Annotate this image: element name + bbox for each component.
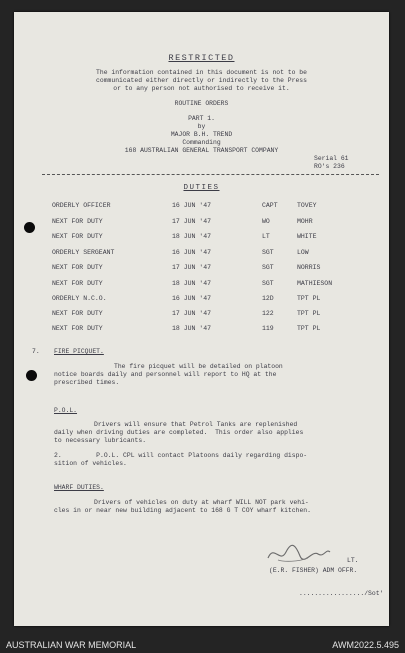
duty-date: 18 JUN '47 (172, 280, 212, 287)
duty-rank: SGT (262, 280, 274, 287)
duty-rank: WO (262, 218, 270, 225)
duty-name: MATHIESON (297, 280, 333, 287)
duty-role: ORDERLY SERGEANT (52, 249, 115, 256)
caveat-line-2: communicated either directly or indirectly to the Press (96, 77, 307, 84)
duty-date: 17 JUN '47 (172, 264, 212, 271)
caveat-line-1: The information contained in this document is not to be (96, 69, 307, 76)
punch-hole-top (24, 222, 35, 233)
duties-heading: DUTIES (183, 184, 220, 192)
duty-role: NEXT FOR DUTY (52, 325, 103, 332)
duty-date: 18 JUN '47 (172, 325, 212, 332)
duty-rank: SGT (262, 264, 274, 271)
duty-role: NEXT FOR DUTY (52, 264, 103, 271)
unit-name: 168 AUSTRALIAN GENERAL TRANSPORT COMPANY (124, 147, 279, 154)
pol-item-2: 2. P.O.L. CPL will contact Platoons daily regarding dispo- sition of vehicles. (54, 452, 308, 467)
duty-date: 17 JUN '47 (172, 218, 212, 225)
duty-rank: LT (262, 233, 270, 240)
duty-name: MOHR (297, 218, 313, 225)
ros-number: RO's 236 (314, 163, 345, 170)
issuer-name: MAJOR B.H. TREND (170, 131, 233, 138)
duty-row (52, 218, 382, 228)
classification-heading: RESTRICTED (168, 53, 235, 63)
wharf-duties-heading: WHARF DUTIES. (54, 484, 104, 491)
duty-role: NEXT FOR DUTY (52, 233, 103, 240)
duty-row (52, 310, 382, 320)
fire-picquet-text: The fire picquet will be detailed on platoon notice boards daily and personnel will report to HQ at the prescribed times. (54, 363, 283, 386)
part-label: PART 1. (188, 115, 215, 122)
serial-number: Serial 61 (314, 155, 349, 162)
duty-date: 17 JUN '47 (172, 310, 212, 317)
divider-line (42, 174, 379, 175)
duty-date: 16 JUN '47 (172, 202, 212, 209)
duty-role: ORDERLY N.C.O. (52, 295, 107, 302)
duty-rank: 122 (262, 310, 274, 317)
duty-rank: 119 (262, 325, 274, 332)
wharf-duties-text: Drivers of vehicles on duty at wharf WILL NOT park vehi- cles in or near new building adjacent to 168 G T COY wharf kitchen. (54, 499, 311, 514)
duty-row (52, 325, 382, 335)
archive-reference: AWM2022.5.495 (332, 640, 399, 650)
pol-text: Drivers will ensure that Petrol Tanks are replenished daily when driving duties are completed. This order also applies to necessary lubricants. (54, 421, 304, 444)
by-label: by (197, 123, 206, 130)
routine-orders-title: ROUTINE ORDERS (174, 100, 229, 107)
duty-name: NORRIS (297, 264, 321, 271)
duty-rank: CAPT (262, 202, 278, 209)
duty-role: NEXT FOR DUTY (52, 310, 103, 317)
duty-role: NEXT FOR DUTY (52, 218, 103, 225)
duty-name: TPT PL (297, 325, 321, 332)
archive-footer (0, 640, 405, 653)
duty-name: TPT PL (297, 310, 321, 317)
signature-name: (E.R. FISHER) ADM OFFR. (269, 567, 358, 574)
pol-heading: P.O.L. (54, 407, 78, 414)
document-page (14, 12, 389, 626)
duty-row (52, 233, 382, 243)
duty-name: LOW (297, 249, 309, 256)
fire-picquet-heading: FIRE PICQUET. (54, 348, 104, 355)
duty-row (52, 295, 382, 305)
duty-date: 16 JUN '47 (172, 249, 212, 256)
duty-date: 18 JUN '47 (172, 233, 212, 240)
handwritten-signature (264, 540, 334, 568)
continuation-dots: ................./Sot' (299, 590, 384, 597)
commanding-label: Commanding (182, 139, 221, 146)
duty-row (52, 202, 382, 212)
duty-row (52, 249, 382, 259)
duty-name: WHITE (297, 233, 317, 240)
duty-role: NEXT FOR DUTY (52, 280, 103, 287)
signature-rank: LT. (347, 557, 359, 564)
duty-role: ORDERLY OFFICER (52, 202, 111, 209)
duty-row (52, 280, 382, 290)
archive-name: AUSTRALIAN WAR MEMORIAL (6, 640, 137, 650)
section-number: 7. (32, 348, 40, 355)
duty-name: TOVEY (297, 202, 317, 209)
duty-name: TPT PL (297, 295, 321, 302)
duty-row (52, 264, 382, 274)
duty-rank: SGT (262, 249, 274, 256)
punch-hole-bottom (26, 370, 37, 381)
duty-rank: 12D (262, 295, 274, 302)
duty-date: 16 JUN '47 (172, 295, 212, 302)
caveat-line-3: or to any person not authorised to receive it. (113, 85, 290, 92)
